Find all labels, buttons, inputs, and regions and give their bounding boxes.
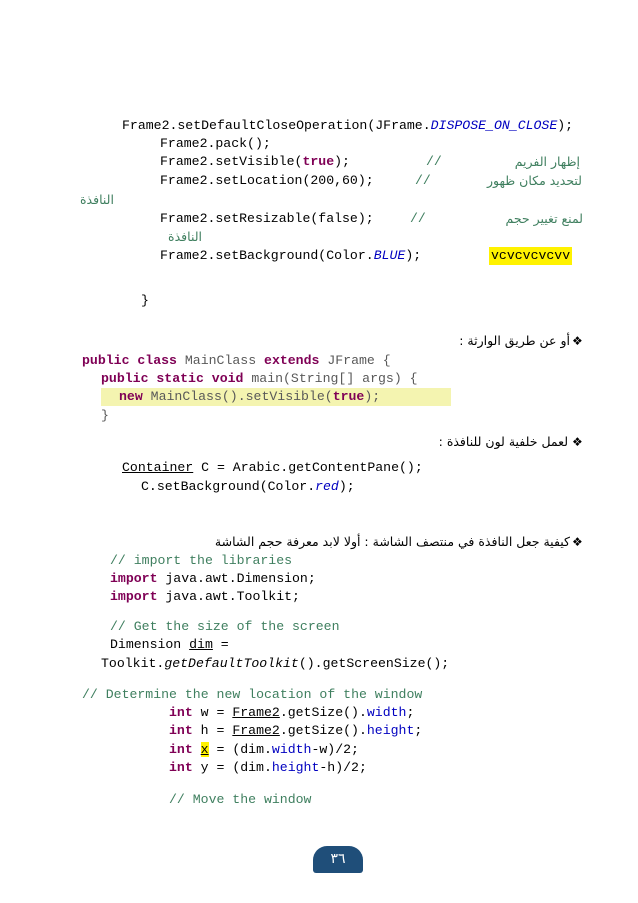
comment-slashes: // [426, 154, 442, 169]
comment-arabic-wrap-window: النافذة [80, 192, 114, 207]
section-heading-inheritance: أو عن طريق الوارثة : [459, 333, 570, 348]
page-number: ٣٦ [313, 846, 363, 873]
bullet-diamond-icon: ❖ [572, 535, 583, 549]
section-heading-center-window: كيفية جعل النافذة في منتصف الشاشة : أولا لابد معرفة حجم الشاشة [214, 534, 570, 549]
code-line-import-dimension: import java.awt.Dimension; [110, 571, 316, 586]
section-heading-background: لعمل خلفية لون للنافذة : [438, 434, 568, 449]
code-line-pack: Frame2.pack(); [160, 136, 271, 151]
code-line-int-x: int x = (dim.width-w)/2; [169, 742, 359, 757]
code-comment-new-location: // Determine the new location of the window [82, 687, 423, 702]
code-line-c-set-background: C.setBackground(Color.red); [141, 479, 355, 494]
code-line-int-w: int w = Frame2.getSize().width; [169, 705, 415, 720]
code-line-set-visible: Frame2.setVisible(true); [160, 154, 350, 169]
code-line-new-mainclass: new MainClass().setVisible(true); [101, 388, 451, 406]
comment-arabic-show-frame: إظهار الفريم [514, 154, 580, 169]
code-line-set-default-close: Frame2.setDefaultCloseOperation(JFrame.DISPOSE_ON_CLOSE); [122, 118, 574, 133]
code-line-set-background: Frame2.setBackground(Color.BLUE); [160, 248, 422, 263]
comment-arabic-resize: لمنع تغيير حجم [505, 211, 583, 226]
code-line-main-method: public static void main(String[] args) { [101, 371, 418, 386]
comment-arabic-wrap-window: النافذة [168, 229, 202, 244]
bullet-diamond-icon: ❖ [572, 334, 583, 348]
code-line-set-location: Frame2.setLocation(200,60); [160, 173, 374, 188]
code-line-int-y: int y = (dim.height-h)/2; [169, 760, 367, 775]
code-line-get-screen-size: Toolkit.getDefaultToolkit().getScreenSize(); [101, 656, 450, 671]
code-line-container: Container C = Arabic.getContentPane(); [122, 460, 423, 475]
code-line-set-resizable: Frame2.setResizable(false); [160, 211, 374, 226]
comment-slashes: // [415, 173, 431, 188]
code-line-class-decl: public class MainClass extends JFrame { [82, 353, 391, 368]
code-comment-screen-size: // Get the size of the screen [110, 619, 340, 634]
code-line-brace: } [101, 408, 109, 423]
comment-arabic-location: لتحديد مكان ظهور [487, 173, 582, 188]
code-line-dimension-dim: Dimension dim = [110, 637, 229, 652]
bullet-diamond-icon: ❖ [572, 435, 583, 449]
code-line-import-toolkit: import java.awt.Toolkit; [110, 589, 300, 604]
comment-slashes: // [410, 211, 426, 226]
code-comment-import: // import the libraries [110, 553, 293, 568]
code-comment-move-window: // Move the window [169, 792, 312, 807]
code-line-int-h: int h = Frame2.getSize().height; [169, 723, 423, 738]
highlighted-tag: vcvcvcvcvv [491, 248, 571, 263]
closing-brace: } [141, 293, 149, 308]
